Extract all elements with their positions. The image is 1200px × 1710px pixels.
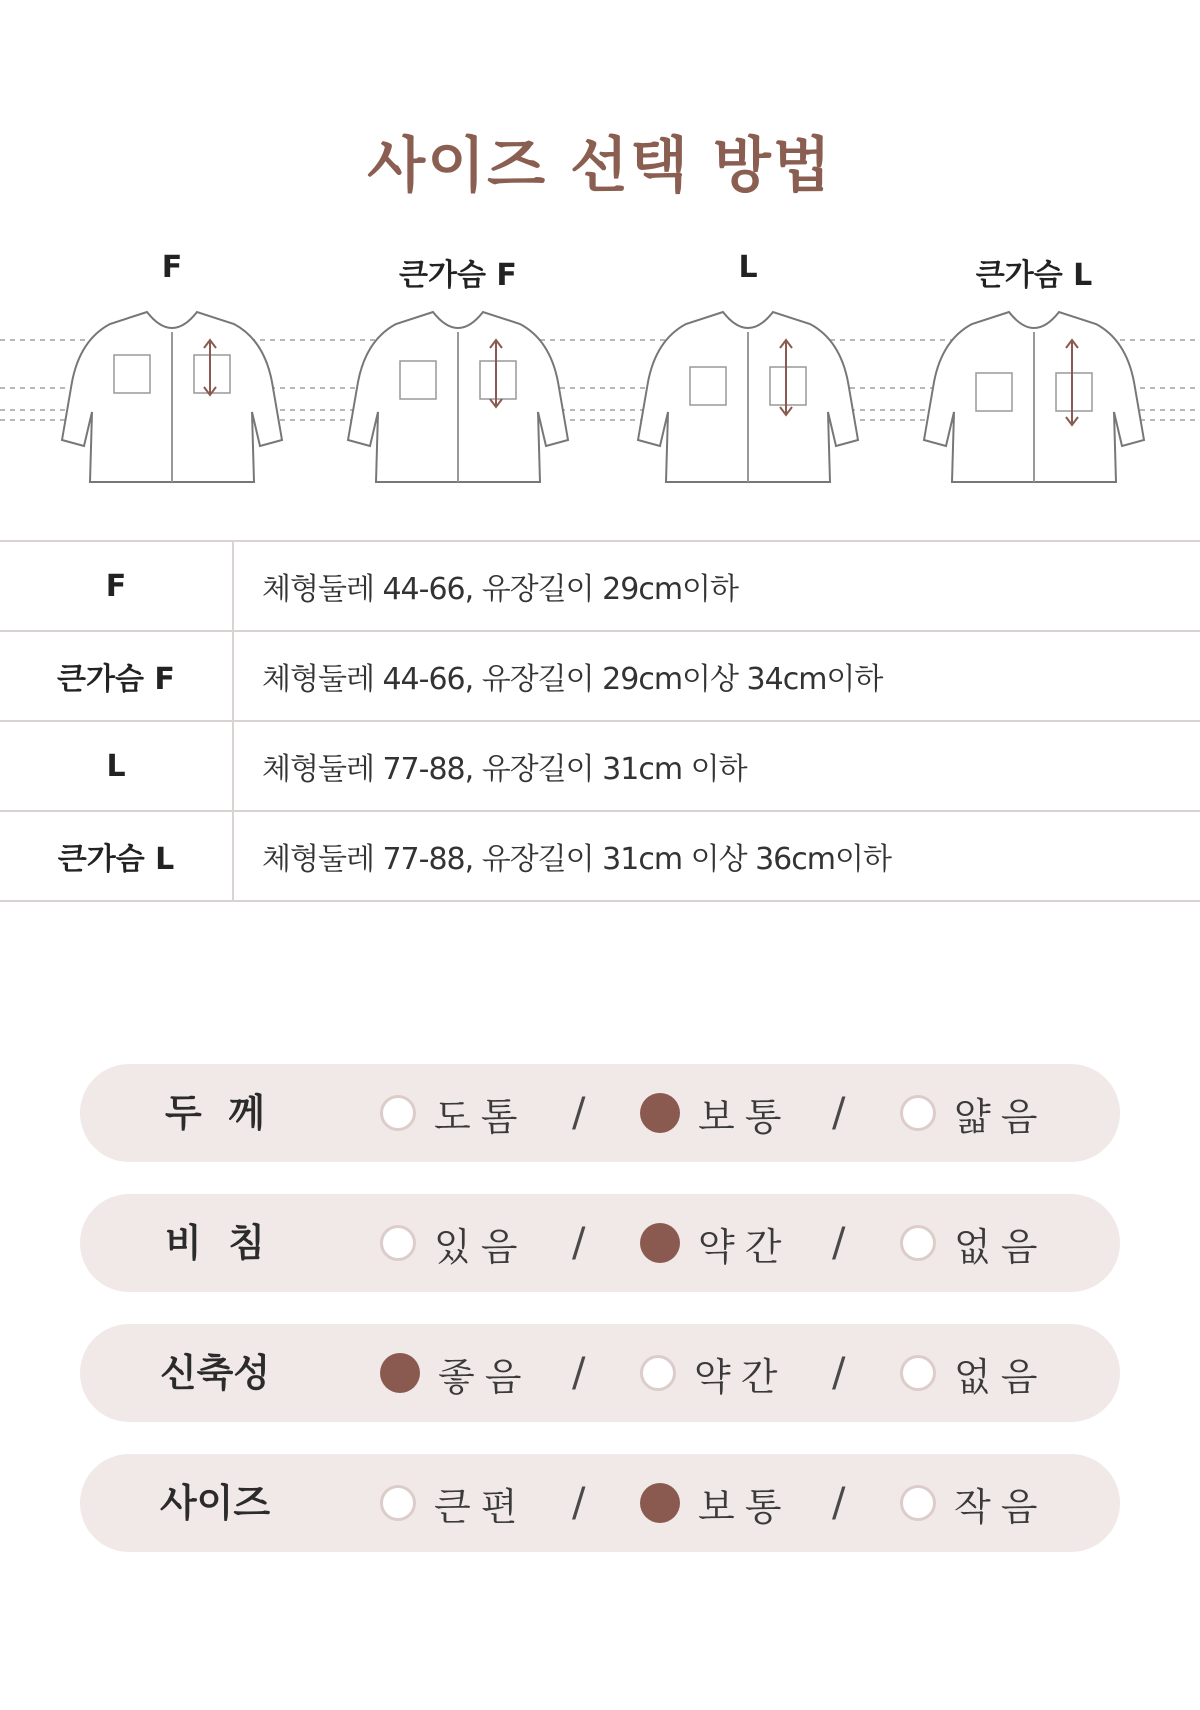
- radio-dot: [900, 1225, 936, 1261]
- option-radio[interactable]: [380, 1324, 531, 1422]
- separator: /: [832, 1090, 846, 1136]
- shirt-l-icon: [638, 312, 858, 482]
- table-row: [0, 632, 1200, 722]
- shirt-big-f-icon: [348, 312, 568, 482]
- option-radio[interactable]: [380, 1064, 527, 1162]
- option-label: 없음: [954, 1354, 1048, 1399]
- attr-row-stretch: [80, 1324, 1120, 1422]
- option-radio[interactable]: [640, 1454, 791, 1552]
- option-radio[interactable]: [380, 1454, 527, 1552]
- separator: /: [572, 1220, 586, 1266]
- attr-label: 두 께: [165, 1091, 265, 1135]
- separator: /: [572, 1090, 586, 1136]
- size-desc: 체형둘레 77-88, 유장길이 31cm 이상 36cm이하: [262, 842, 891, 877]
- option-radio[interactable]: [900, 1454, 1047, 1552]
- option-label: 좋음: [438, 1354, 532, 1399]
- option-label: 보통: [698, 1094, 792, 1139]
- option-radio[interactable]: [380, 1194, 527, 1292]
- radio-dot: [380, 1095, 416, 1131]
- table-row: [0, 722, 1200, 812]
- radio-dot: [380, 1225, 416, 1261]
- option-radio[interactable]: [640, 1194, 791, 1292]
- attr-row-sheerness: [80, 1194, 1120, 1292]
- option-radio[interactable]: [900, 1194, 1047, 1292]
- radio-dot: [900, 1355, 936, 1391]
- size-name: F: [0, 542, 234, 630]
- radio-dot: [380, 1353, 420, 1393]
- attr-row-size: [80, 1454, 1120, 1552]
- separator: /: [572, 1480, 586, 1526]
- radio-dot: [640, 1093, 680, 1133]
- radio-dot: [640, 1355, 676, 1391]
- option-label: 도톰: [434, 1094, 528, 1139]
- size-desc: 체형둘레 44-66, 유장길이 29cm이하: [262, 572, 739, 607]
- option-radio[interactable]: [900, 1064, 1047, 1162]
- shirt-label-f: F: [161, 250, 183, 285]
- page-title: 사이즈 선택 방법: [367, 131, 833, 201]
- size-name: 큰가슴 F: [0, 632, 234, 720]
- option-label: 보통: [698, 1484, 792, 1529]
- shirt-label-big-l: 큰가슴 L: [975, 258, 1093, 293]
- size-name: 큰가슴 L: [0, 812, 234, 900]
- option-radio[interactable]: [900, 1324, 1047, 1422]
- shirt-big-l-icon: [924, 312, 1144, 482]
- table-row: [0, 542, 1200, 632]
- option-radio[interactable]: [640, 1064, 791, 1162]
- separator: /: [572, 1350, 586, 1396]
- shirt-f-icon: [62, 312, 282, 482]
- radio-dot: [640, 1223, 680, 1263]
- separator: /: [832, 1480, 846, 1526]
- separator: /: [832, 1350, 846, 1396]
- option-label: 없음: [954, 1224, 1048, 1269]
- radio-dot: [640, 1483, 680, 1523]
- attr-label: 사이즈: [159, 1481, 271, 1525]
- option-label: 얇음: [954, 1094, 1048, 1139]
- table-row: [0, 812, 1200, 902]
- option-label: 있음: [434, 1224, 528, 1269]
- shirt-label-big-f: 큰가슴 F: [399, 258, 517, 293]
- size-desc: 체형둘레 44-66, 유장길이 29cm이상 34cm이하: [262, 662, 883, 697]
- radio-dot: [380, 1485, 416, 1521]
- separator: /: [832, 1220, 846, 1266]
- attr-label: 비 침: [165, 1221, 265, 1265]
- size-desc: 체형둘레 77-88, 유장길이 31cm 이하: [262, 752, 747, 787]
- size-table: [0, 540, 1200, 902]
- option-label: 작음: [954, 1484, 1048, 1529]
- shirt-illustrations: [0, 300, 1200, 500]
- option-label: 약간: [698, 1224, 792, 1269]
- shirt-label-l: L: [738, 250, 758, 285]
- attr-label: 신축성: [159, 1351, 271, 1395]
- option-label: 큰편: [434, 1484, 528, 1529]
- radio-dot: [900, 1485, 936, 1521]
- option-radio[interactable]: [640, 1324, 787, 1422]
- option-label: 약간: [694, 1354, 788, 1399]
- size-name: L: [0, 722, 234, 810]
- attr-row-thickness: [80, 1064, 1120, 1162]
- radio-dot: [900, 1095, 936, 1131]
